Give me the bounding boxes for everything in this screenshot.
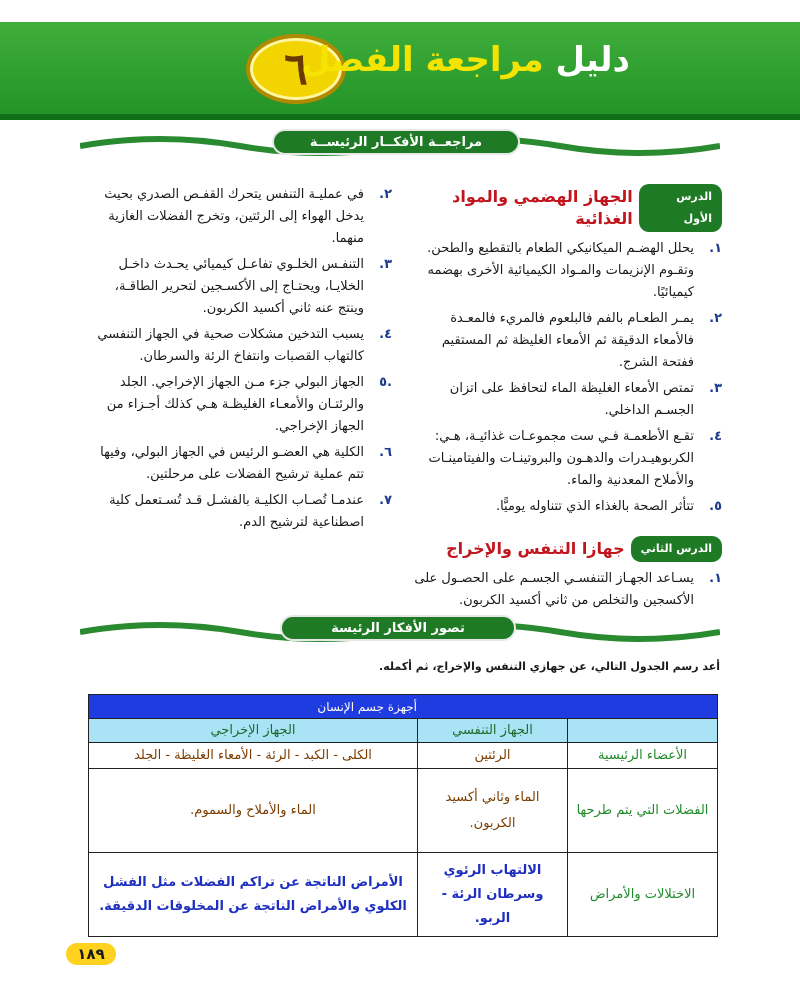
col-header-excretory: الجهاز الإخراجي bbox=[89, 719, 418, 743]
lesson2-items bbox=[406, 568, 722, 612]
table-row bbox=[89, 853, 718, 937]
title-prefix: دليل bbox=[555, 40, 630, 80]
item-text: تتأثر الصحة بالغذاء الذي تتناوله يوميًّا. bbox=[495, 499, 694, 514]
item-number: ٥. bbox=[709, 499, 722, 514]
lesson2-header bbox=[406, 536, 722, 562]
item-text: يسبب التدخين مشكلات صحية في الجهاز التنفسي كالتهاب القصبات وانتفاخ الرئة والسرطان. bbox=[97, 327, 364, 364]
list-item bbox=[406, 308, 722, 374]
lesson1-title: الجهاز الهضمي والمواد الغذائية bbox=[452, 187, 633, 228]
list-item bbox=[406, 496, 722, 518]
page-number: ١٨٩ bbox=[66, 943, 116, 965]
item-number: ١. bbox=[709, 571, 722, 586]
lesson1-header bbox=[406, 184, 722, 232]
list-item bbox=[406, 378, 722, 422]
list-item bbox=[86, 324, 392, 368]
continued-items bbox=[86, 184, 392, 534]
visualize-banner: تصور الأفكار الرئيسة bbox=[280, 615, 516, 641]
item-text: يحلل الهضـم الميكانيكي الطعام بالتقطيع والطحن. وتقـوم الإنزيمات والمـواد الكيميائية الأخرى بهضمه كيميائيًا. bbox=[427, 241, 694, 300]
main-ideas-banner: مراجعــة الأفكــار الرئيســة bbox=[272, 129, 520, 155]
respiratory-cell: الماء وثاني أكسيد الكربون. bbox=[418, 769, 568, 853]
item-text: التنفـس الخلـوي تفاعـل كيميائي يحـدث داخـل الخلايـا، ويحتـاج إلى الأكسـجين لتحرير الطاقـة، وينتج عنه ثاني أكسيد الكربون. bbox=[114, 257, 364, 316]
list-item bbox=[86, 372, 392, 438]
item-number: ٢. bbox=[379, 187, 392, 202]
col-header-respiratory: الجهاز التنفسي bbox=[418, 719, 568, 743]
item-text: عندمـا تُصـاب الكليـة بالفشـل قـد تُسـتعمل كلية اصطناعية لترشيح الدم. bbox=[109, 493, 364, 530]
table-title: أجهزة جسم الإنسان bbox=[89, 695, 718, 719]
table-corner-cell bbox=[568, 719, 718, 743]
lesson2-tag: الدرس الثاني bbox=[631, 536, 722, 562]
row-label: الأعضاء الرئيسية bbox=[568, 743, 718, 769]
list-item bbox=[406, 568, 722, 612]
instruction-text: أعد رسم الجدول التالي، عن جهازي التنفس والإخراج، ثم أكمله. bbox=[379, 660, 720, 673]
list-item bbox=[86, 442, 392, 486]
item-text: الكلية هي العضـو الرئيس في الجهاز البولي، وفيها تتم عملية ترشيح الفضلات على مرحلتين. bbox=[100, 445, 364, 482]
row-label: الاختلالات والأمراض bbox=[568, 853, 718, 937]
list-item bbox=[86, 490, 392, 534]
item-number: ٦. bbox=[379, 445, 392, 460]
table-row bbox=[89, 743, 718, 769]
lessons-column bbox=[406, 184, 722, 616]
item-text: تقـع الأطعمـة فـي ست مجموعـات غذائيـة، هـي: الكربوهيـدرات والدهـون والبروتينـات والفيتامينـات والأملاح المعدنية والماء. bbox=[428, 429, 694, 488]
item-number: ١. bbox=[709, 241, 722, 256]
item-text: الجهاز البولي جزء مـن الجهاز الإخراجي. الجلد والرئتـان والأمعـاء الغليظـة هـي كذلك أجـزاء من الجهاز الإخراجي. bbox=[106, 375, 364, 434]
continued-items-column bbox=[86, 184, 392, 538]
respiratory-cell: الالتهاب الرئوي وسرطان الرئة - الربو. bbox=[418, 853, 568, 937]
item-number: ٤. bbox=[709, 429, 722, 444]
item-number: ٤. bbox=[379, 327, 392, 342]
concept-table bbox=[88, 694, 718, 937]
list-item bbox=[406, 238, 722, 304]
lesson1-items bbox=[406, 238, 722, 518]
item-text: تمتص الأمعاء الغليظة الماء لتحافظ على اتزان الجسـم الداخلي. bbox=[449, 381, 694, 418]
list-item bbox=[406, 426, 722, 492]
table-row bbox=[89, 769, 718, 853]
item-number: ٣. bbox=[709, 381, 722, 396]
row-label: الفضلات التي يتم طرحها bbox=[568, 769, 718, 853]
page-title bbox=[300, 40, 630, 90]
item-number: ٢. bbox=[709, 311, 722, 326]
list-item bbox=[86, 254, 392, 320]
excretory-cell: الماء والأملاح والسموم. bbox=[89, 769, 418, 853]
excretory-cell: الكلى - الكبد - الرئة - الأمعاء الغليظة - الجلد bbox=[89, 743, 418, 769]
title-highlight: مراجعة الفصل bbox=[300, 40, 544, 80]
excretory-cell: الأمراض الناتجة عن تراكم الفضلات مثل الفشل الكلوي والأمراض الناتجة عن المخلوقات الدقيقة. bbox=[89, 853, 418, 937]
respiratory-cell: الرئتين bbox=[418, 743, 568, 769]
chapter-number: ٦ bbox=[284, 43, 308, 95]
item-text: في عمليـة التنفس يتحرك القفـص الصدري بحيث يدخل الهواء إلى الرئتين، وتخرج الفضلات الغازية منهما. bbox=[104, 187, 364, 246]
item-number: .٥ bbox=[379, 375, 392, 390]
item-number: ٧. bbox=[379, 493, 392, 508]
lesson2-title: جهازا التنفس والإخراج bbox=[446, 539, 625, 558]
lesson1-tag: الدرس الأول bbox=[639, 184, 722, 232]
list-item bbox=[86, 184, 392, 250]
item-number: ٣. bbox=[379, 257, 392, 272]
item-text: يسـاعد الجهـاز التنفسـي الجسـم على الحصـول على الأكسجين والتخلص من ثاني أكسيد الكربون. bbox=[414, 571, 694, 608]
item-text: يمـر الطعـام بالفم فالبلعوم فالمريء فالمعـدة فالأمعاء الدقيقة ثم الأمعاء الغليظة ثم المستقيم ففتحة الشرج. bbox=[441, 311, 694, 370]
